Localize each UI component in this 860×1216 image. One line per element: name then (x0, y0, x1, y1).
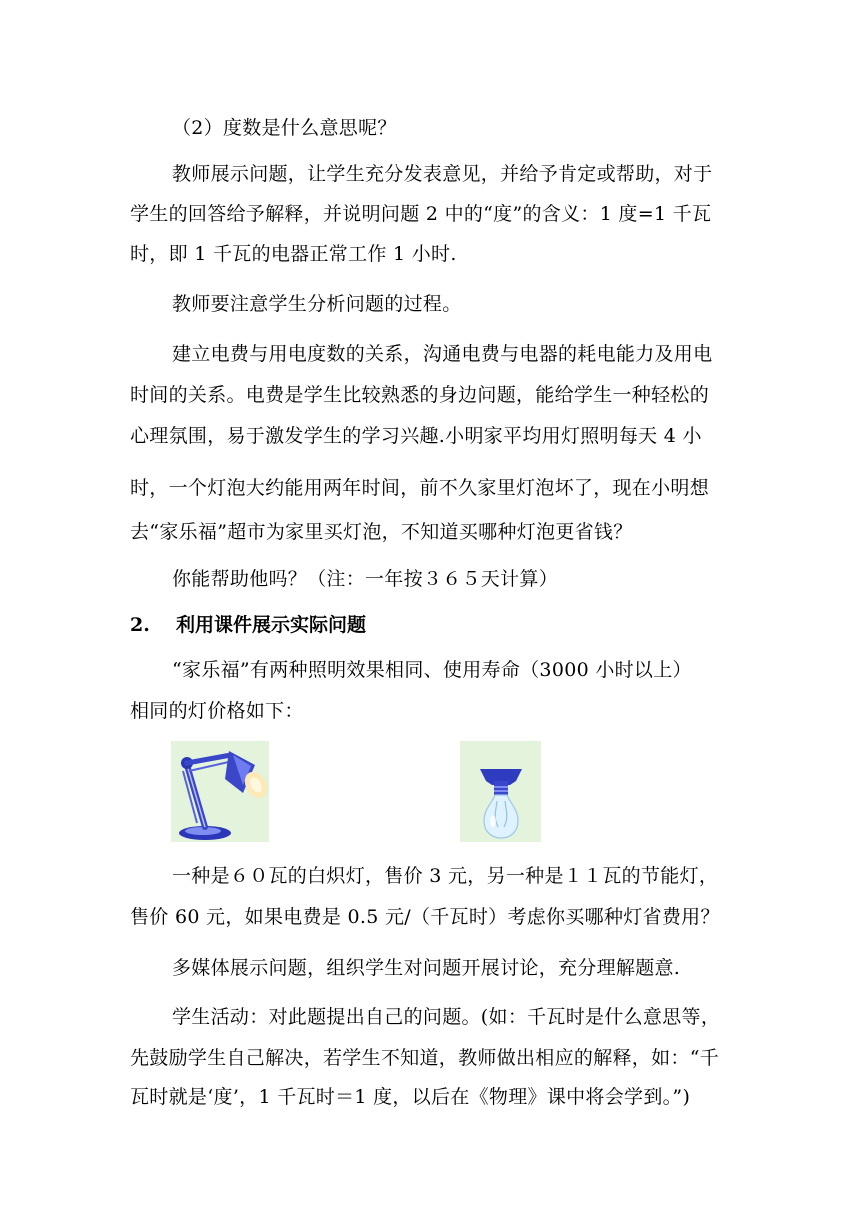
section-title: 利用课件展示实际问题 (176, 614, 367, 636)
section-number: 2. (130, 614, 150, 636)
paragraph-line: 先鼓励学生自己解决，若学生不知道，教师做出相应的解释，如：“千 (130, 1047, 720, 1069)
paragraph-line: 售价 60 元，如果电费是 0.5 元/（千瓦时）考虑你买哪种灯省费用？ (130, 906, 720, 928)
paragraph-line: 去“家乐福”超市为家里买灯泡，不知道买哪种灯泡更省钱？ (130, 521, 633, 543)
paragraph-line: 你能帮助他吗？（注：一年按３６５天计算） (172, 568, 559, 590)
desk-lamp-icon (171, 741, 269, 842)
paragraph-line: 一种是６０瓦的白炽灯，售价 3 元，另一种是１１瓦的节能灯， (172, 865, 719, 887)
paragraph-line: 相同的灯价格如下： (130, 700, 304, 722)
paragraph-line: 时，一个灯泡大约能用两年时间，前不久家里灯泡坏了，现在小明想 (130, 477, 710, 499)
paragraph-line: 瓦时就是‘度’，1 千瓦时＝1 度，以后在《物理》课中将会学到。”) (130, 1086, 691, 1108)
paragraph-line: 多媒体展示问题，组织学生对问题开展讨论，充分理解题意. (172, 957, 681, 979)
paragraph-line: 学生的回答给予解释，并说明问题 2 中的“度”的含义：1 度=1 千瓦 (130, 203, 712, 225)
paragraph-line: 心理氛围，易于激发学生的学习兴趣.小明家平均用灯照明每天 4 小 (130, 425, 702, 447)
paragraph-line: 学生活动：对此题提出自己的问题。(如：千瓦时是什么意思等， (172, 1006, 721, 1028)
paragraph-line: 教师要注意学生分析问题的过程。 (172, 293, 462, 315)
paragraph-line: （2）度数是什么意思呢？ (172, 117, 397, 139)
paragraph-line: 教师展示问题，让学生充分发表意见，并给予肯定或帮助，对于 (172, 163, 713, 185)
paragraph-line: “家乐福”有两种照明效果相同、使用寿命（3000 小时以上） (172, 659, 692, 681)
paragraph-line: 时间的关系。电费是学生比较熟悉的身边问题，能给学生一种轻松的 (130, 384, 710, 406)
paragraph-line: 建立电费与用电度数的关系，沟通电费与电器的耗电能力及用电 (172, 343, 713, 365)
paragraph-line: 时，即 1 千瓦的电器正常工作 1 小时. (130, 243, 457, 265)
light-bulb-icon (460, 741, 541, 842)
